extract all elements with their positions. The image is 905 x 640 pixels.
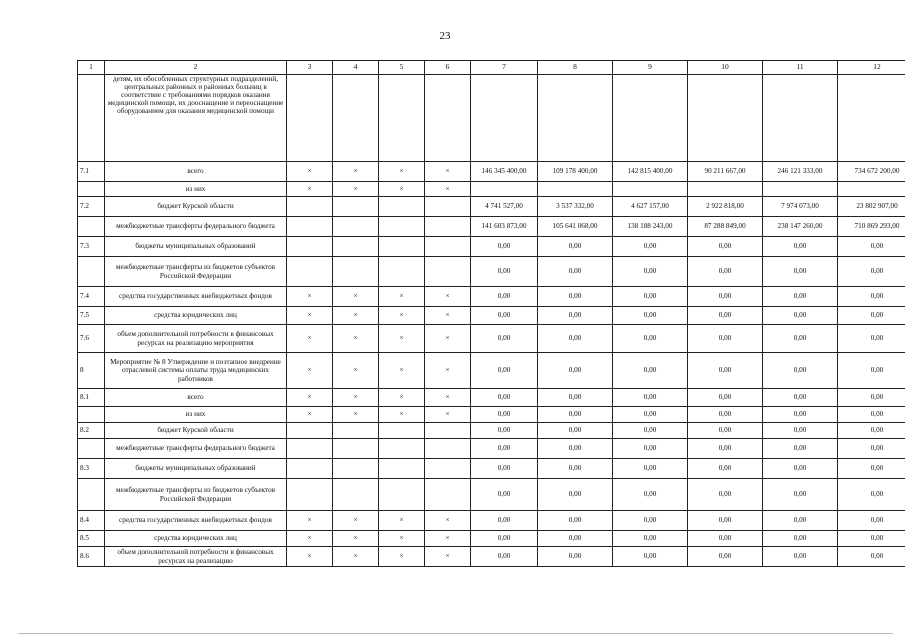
amount-cell (538, 75, 613, 162)
amount-cell: 0,00 (838, 439, 905, 459)
marker-cell: × (425, 182, 471, 197)
row-name-cell: средства юридических лиц (105, 307, 287, 325)
amount-cell: 0,00 (538, 257, 613, 287)
amount-cell (613, 182, 688, 197)
row-number-cell: 8 (78, 353, 105, 389)
amount-cell: 0,00 (838, 459, 905, 479)
amount-cell: 0,00 (538, 287, 613, 307)
marker-cell (379, 459, 425, 479)
table-row (78, 531, 905, 547)
marker-cell: × (379, 353, 425, 389)
amount-cell: 0,00 (613, 479, 688, 511)
table-row (78, 547, 905, 567)
amount-cell: 0,00 (471, 479, 538, 511)
amount-cell: 0,00 (613, 511, 688, 531)
marker-cell (379, 197, 425, 217)
amount-cell: 0,00 (838, 547, 905, 567)
marker-cell: × (379, 307, 425, 325)
amount-cell: 146 345 400,00 (471, 162, 538, 182)
row-number-cell (78, 407, 105, 423)
row-number-cell (78, 439, 105, 459)
table-row (78, 325, 905, 353)
amount-cell: 0,00 (838, 423, 905, 439)
amount-cell: 0,00 (688, 257, 763, 287)
amount-cell (471, 75, 538, 162)
amount-cell: 0,00 (471, 459, 538, 479)
row-name-cell: бюджет Курской области (105, 197, 287, 217)
row-number-cell: 8.3 (78, 459, 105, 479)
row-name-cell: детям, их обособленных структурных подразделений, центральных районных и районных больниц в соответствие с требованиями порядков оказания медицинской помощи, их дооснащение и переоснащение оборудованием для оказания медицинской помощи (105, 75, 287, 162)
marker-cell: × (287, 389, 333, 407)
amount-cell: 0,00 (763, 439, 838, 459)
marker-cell: × (379, 182, 425, 197)
amount-cell: 0,00 (538, 423, 613, 439)
marker-cell: × (379, 407, 425, 423)
amount-cell: 0,00 (763, 353, 838, 389)
amount-cell: 0,00 (538, 479, 613, 511)
marker-cell: × (425, 547, 471, 567)
marker-cell: × (287, 287, 333, 307)
amount-cell: 734 672 200,00 (838, 162, 905, 182)
amount-cell (838, 182, 905, 197)
marker-cell: × (287, 353, 333, 389)
amount-cell: 0,00 (538, 237, 613, 257)
column-header: 4 (333, 61, 379, 75)
column-header: 5 (379, 61, 425, 75)
column-header: 6 (425, 61, 471, 75)
table-row (78, 287, 905, 307)
marker-cell: × (287, 182, 333, 197)
marker-cell: × (287, 407, 333, 423)
table-row (78, 423, 905, 439)
amount-cell: 0,00 (538, 389, 613, 407)
table-row (78, 511, 905, 531)
column-header: 2 (105, 61, 287, 75)
table-row (78, 217, 905, 237)
scan-edge-line (18, 633, 893, 634)
amount-cell: 0,00 (688, 479, 763, 511)
amount-cell: 0,00 (763, 257, 838, 287)
amount-cell: 0,00 (763, 531, 838, 547)
row-number-cell: 8.1 (78, 389, 105, 407)
amount-cell: 109 178 400,00 (538, 162, 613, 182)
table-row (78, 439, 905, 459)
row-name-cell: объем дополнительной потребности в финансовых ресурсах на реализацию мероприятия (105, 325, 287, 353)
row-number-cell: 7.3 (78, 237, 105, 257)
amount-cell: 0,00 (471, 307, 538, 325)
amount-cell: 0,00 (763, 547, 838, 567)
table-row (78, 479, 905, 511)
column-header: 8 (538, 61, 613, 75)
marker-cell: × (333, 353, 379, 389)
marker-cell (425, 257, 471, 287)
marker-cell (333, 439, 379, 459)
column-header: 3 (287, 61, 333, 75)
amount-cell: 0,00 (838, 287, 905, 307)
marker-cell (287, 423, 333, 439)
row-name-cell: бюджет Курской области (105, 423, 287, 439)
marker-cell (333, 423, 379, 439)
table-row (78, 182, 905, 197)
amount-cell (538, 182, 613, 197)
row-name-cell: всего (105, 162, 287, 182)
amount-cell: 7 974 073,00 (763, 197, 838, 217)
marker-cell: × (333, 287, 379, 307)
amount-cell: 0,00 (763, 237, 838, 257)
marker-cell (425, 423, 471, 439)
marker-cell (379, 439, 425, 459)
marker-cell (425, 237, 471, 257)
table-row (78, 237, 905, 257)
amount-cell: 0,00 (688, 407, 763, 423)
marker-cell (425, 75, 471, 162)
row-number-cell: 7.1 (78, 162, 105, 182)
row-name-cell: межбюджетные трансферты из бюджетов субъектов Российской Федерации (105, 257, 287, 287)
column-header: 1 (78, 61, 105, 75)
row-name-cell: бюджеты муниципальных образований (105, 459, 287, 479)
marker-cell (287, 459, 333, 479)
marker-cell: × (425, 389, 471, 407)
row-number-cell: 8.6 (78, 547, 105, 567)
marker-cell: × (425, 353, 471, 389)
amount-cell: 0,00 (613, 325, 688, 353)
marker-cell: × (379, 389, 425, 407)
amount-cell: 0,00 (613, 389, 688, 407)
amount-cell: 0,00 (471, 511, 538, 531)
marker-cell: × (425, 531, 471, 547)
row-name-cell: средства государственных внебюджетных фондов (105, 287, 287, 307)
column-header: 11 (763, 61, 838, 75)
amount-cell: 0,00 (471, 389, 538, 407)
amount-cell (471, 182, 538, 197)
marker-cell: × (425, 407, 471, 423)
amount-cell: 0,00 (838, 353, 905, 389)
amount-cell: 0,00 (471, 439, 538, 459)
marker-cell (287, 237, 333, 257)
amount-cell: 0,00 (688, 439, 763, 459)
row-number-cell: 7.6 (78, 325, 105, 353)
amount-cell: 0,00 (613, 459, 688, 479)
marker-cell: × (333, 162, 379, 182)
row-number-cell (78, 257, 105, 287)
marker-cell (333, 237, 379, 257)
amount-cell: 0,00 (688, 325, 763, 353)
amount-cell: 0,00 (688, 237, 763, 257)
amount-cell: 0,00 (613, 547, 688, 567)
marker-cell: × (425, 287, 471, 307)
marker-cell (333, 479, 379, 511)
amount-cell: 3 537 332,00 (538, 197, 613, 217)
table-row (78, 307, 905, 325)
row-name-cell: межбюджетные трансферты федерального бюджета (105, 217, 287, 237)
marker-cell: × (425, 511, 471, 531)
marker-cell: × (379, 325, 425, 353)
row-number-cell (78, 479, 105, 511)
row-name-cell: объем дополнительной потребности в финансовых ресурсах на реализацию (105, 547, 287, 567)
amount-cell (688, 182, 763, 197)
amount-cell: 0,00 (471, 423, 538, 439)
marker-cell: × (379, 547, 425, 567)
column-header: 12 (838, 61, 905, 75)
amount-cell: 0,00 (838, 479, 905, 511)
marker-cell (379, 217, 425, 237)
marker-cell: × (379, 287, 425, 307)
marker-cell (333, 257, 379, 287)
amount-cell: 0,00 (613, 237, 688, 257)
table-row (78, 459, 905, 479)
marker-cell (425, 217, 471, 237)
marker-cell: × (333, 389, 379, 407)
marker-cell (287, 217, 333, 237)
amount-cell: 0,00 (471, 237, 538, 257)
marker-cell (333, 197, 379, 217)
amount-cell: 0,00 (688, 547, 763, 567)
row-number-cell: 8.4 (78, 511, 105, 531)
marker-cell (287, 257, 333, 287)
marker-cell: × (333, 547, 379, 567)
row-name-cell: межбюджетные трансферты из бюджетов субъектов Российской Федерации (105, 479, 287, 511)
page-number: 23 (439, 30, 451, 42)
row-number-cell: 7.2 (78, 197, 105, 217)
marker-cell: × (425, 162, 471, 182)
marker-cell (379, 479, 425, 511)
column-header: 9 (613, 61, 688, 75)
marker-cell: × (379, 511, 425, 531)
marker-cell: × (287, 307, 333, 325)
row-name-cell: из них (105, 407, 287, 423)
amount-cell: 0,00 (613, 423, 688, 439)
row-number-cell (78, 182, 105, 197)
row-number-cell (78, 75, 105, 162)
amount-cell: 0,00 (763, 407, 838, 423)
row-name-cell: Мероприятие № 8 Утверждение и поэтапное внедрение отраслевой системы оплаты труда медицинских работников (105, 353, 287, 389)
amount-cell: 710 869 293,00 (838, 217, 905, 237)
amount-cell: 0,00 (471, 407, 538, 423)
amount-cell: 0,00 (613, 531, 688, 547)
amount-cell (763, 75, 838, 162)
amount-cell: 0,00 (688, 287, 763, 307)
table-row (78, 162, 905, 182)
row-number-cell: 7.5 (78, 307, 105, 325)
row-name-cell: средства юридических лиц (105, 531, 287, 547)
marker-cell: × (333, 407, 379, 423)
amount-cell: 0,00 (538, 407, 613, 423)
amount-cell: 4 627 157,00 (613, 197, 688, 217)
amount-cell: 0,00 (763, 287, 838, 307)
marker-cell (333, 459, 379, 479)
row-number-cell: 7.4 (78, 287, 105, 307)
amount-cell: 0,00 (538, 511, 613, 531)
amount-cell (613, 75, 688, 162)
amount-cell: 246 121 333,00 (763, 162, 838, 182)
table-row (78, 407, 905, 423)
marker-cell: × (425, 325, 471, 353)
row-number-cell (78, 217, 105, 237)
amount-cell (838, 75, 905, 162)
marker-cell: × (287, 162, 333, 182)
row-name-cell: межбюджетные трансферты федерального бюджета (105, 439, 287, 459)
amount-cell: 0,00 (538, 547, 613, 567)
amount-cell: 0,00 (471, 531, 538, 547)
row-name-cell: всего (105, 389, 287, 407)
amount-cell: 0,00 (688, 459, 763, 479)
amount-cell: 0,00 (471, 257, 538, 287)
amount-cell (688, 75, 763, 162)
marker-cell: × (333, 531, 379, 547)
amount-cell: 0,00 (471, 353, 538, 389)
amount-cell: 0,00 (471, 287, 538, 307)
amount-cell: 0,00 (838, 237, 905, 257)
table-body (78, 75, 905, 567)
amount-cell: 0,00 (838, 307, 905, 325)
amount-cell: 0,00 (471, 325, 538, 353)
amount-cell: 2 922 818,00 (688, 197, 763, 217)
marker-cell (425, 197, 471, 217)
amount-cell: 0,00 (538, 531, 613, 547)
marker-cell: × (425, 307, 471, 325)
amount-cell: 0,00 (538, 459, 613, 479)
amount-cell: 0,00 (688, 389, 763, 407)
amount-cell: 0,00 (613, 257, 688, 287)
amount-cell: 0,00 (538, 353, 613, 389)
marker-cell (287, 479, 333, 511)
table-header-row (78, 61, 905, 75)
marker-cell (425, 459, 471, 479)
marker-cell (287, 197, 333, 217)
marker-cell: × (287, 531, 333, 547)
amount-cell: 0,00 (613, 307, 688, 325)
marker-cell (287, 439, 333, 459)
amount-cell: 0,00 (763, 307, 838, 325)
amount-cell: 0,00 (613, 287, 688, 307)
amount-cell: 0,00 (838, 511, 905, 531)
amount-cell: 0,00 (688, 353, 763, 389)
table-row (78, 257, 905, 287)
budget-table (77, 60, 905, 567)
amount-cell: 23 802 907,00 (838, 197, 905, 217)
table-row (78, 389, 905, 407)
marker-cell: × (379, 162, 425, 182)
table-row (78, 197, 905, 217)
amount-cell: 90 211 667,00 (688, 162, 763, 182)
marker-cell (379, 237, 425, 257)
amount-cell: 0,00 (763, 459, 838, 479)
marker-cell (333, 75, 379, 162)
amount-cell: 0,00 (763, 511, 838, 531)
amount-cell: 0,00 (838, 389, 905, 407)
amount-cell: 0,00 (471, 547, 538, 567)
marker-cell: × (333, 325, 379, 353)
table-row (78, 353, 905, 389)
marker-cell: × (333, 511, 379, 531)
amount-cell: 138 188 243,00 (613, 217, 688, 237)
marker-cell (333, 217, 379, 237)
table-row (78, 75, 905, 162)
column-header: 10 (688, 61, 763, 75)
amount-cell: 0,00 (613, 353, 688, 389)
marker-cell: × (287, 325, 333, 353)
amount-cell: 0,00 (838, 257, 905, 287)
amount-cell: 0,00 (538, 307, 613, 325)
amount-cell: 0,00 (538, 439, 613, 459)
amount-cell: 105 641 068,00 (538, 217, 613, 237)
marker-cell: × (333, 307, 379, 325)
amount-cell (763, 182, 838, 197)
amount-cell: 0,00 (538, 325, 613, 353)
marker-cell: × (333, 182, 379, 197)
amount-cell: 0,00 (688, 423, 763, 439)
marker-cell: × (379, 531, 425, 547)
amount-cell: 0,00 (688, 531, 763, 547)
column-header: 7 (471, 61, 538, 75)
marker-cell (425, 439, 471, 459)
amount-cell: 0,00 (763, 423, 838, 439)
marker-cell: × (287, 547, 333, 567)
marker-cell (287, 75, 333, 162)
amount-cell: 0,00 (838, 325, 905, 353)
row-name-cell: средства государственных внебюджетных фондов (105, 511, 287, 531)
amount-cell: 87 288 849,00 (688, 217, 763, 237)
amount-cell: 0,00 (763, 389, 838, 407)
amount-cell: 4 741 527,00 (471, 197, 538, 217)
row-number-cell: 8.5 (78, 531, 105, 547)
amount-cell: 141 603 873,00 (471, 217, 538, 237)
amount-cell: 0,00 (763, 325, 838, 353)
marker-cell (379, 75, 425, 162)
amount-cell: 0,00 (613, 407, 688, 423)
amount-cell: 0,00 (613, 439, 688, 459)
marker-cell (379, 423, 425, 439)
marker-cell (379, 257, 425, 287)
amount-cell: 0,00 (688, 511, 763, 531)
amount-cell: 0,00 (838, 407, 905, 423)
marker-cell (425, 479, 471, 511)
amount-cell: 238 147 260,00 (763, 217, 838, 237)
amount-cell: 142 815 400,00 (613, 162, 688, 182)
amount-cell: 0,00 (763, 479, 838, 511)
row-number-cell: 8.2 (78, 423, 105, 439)
row-name-cell: бюджеты муниципальных образований (105, 237, 287, 257)
amount-cell: 0,00 (838, 531, 905, 547)
amount-cell: 0,00 (688, 307, 763, 325)
row-name-cell: из них (105, 182, 287, 197)
marker-cell: × (287, 511, 333, 531)
